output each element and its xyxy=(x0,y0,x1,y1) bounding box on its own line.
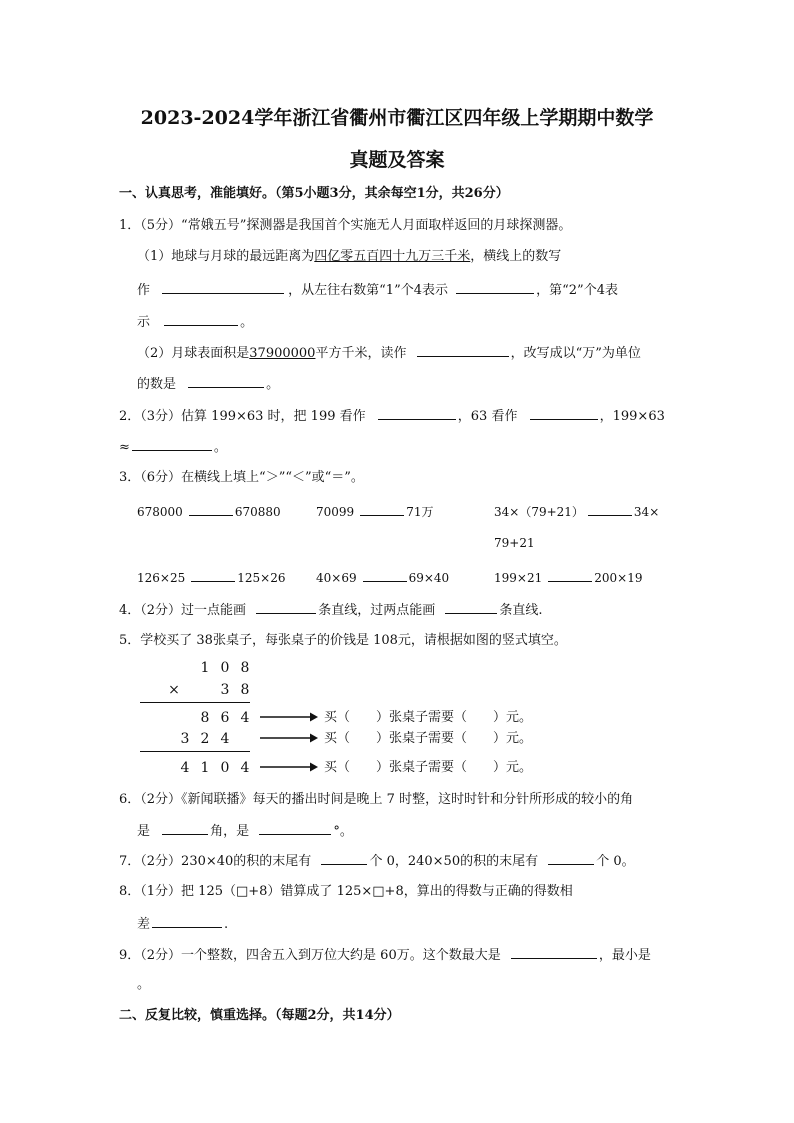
answer-blank[interactable] xyxy=(162,281,284,294)
answer-blank[interactable] xyxy=(189,503,233,516)
digit: 4 xyxy=(240,760,250,776)
answer-blank[interactable] xyxy=(548,852,594,865)
compare-item: 40×69 69×40 xyxy=(316,571,450,585)
question-6-line2: 是 角，是 °。 xyxy=(137,824,353,839)
digit: 6 xyxy=(220,710,230,726)
answer-blank[interactable] xyxy=(162,822,208,835)
page-title: 2023-2024学年浙江省衢州市衢江区四年级上学期期中数学 xyxy=(140,107,654,129)
answer-blank[interactable] xyxy=(363,569,407,582)
digit: 8 xyxy=(240,660,250,676)
digit: 8 xyxy=(240,682,250,698)
digit: 8 xyxy=(200,710,210,726)
divider-line xyxy=(140,751,250,752)
compare-item: 70099 71万 xyxy=(316,505,434,519)
question-1-part1-line3: 示 。 xyxy=(137,315,254,330)
compare-item: 126×25 125×26 xyxy=(137,571,286,585)
times-sign: × xyxy=(168,682,180,698)
digit: 3 xyxy=(180,731,190,747)
question-1-part1: （1）地球与月球的最远距离为四亿零五百四十九万三千米，横线上的数写 xyxy=(137,249,562,264)
divider-line xyxy=(140,702,250,703)
answer-blank[interactable] xyxy=(259,822,331,835)
page-title-line2: 真题及答案 xyxy=(349,149,445,171)
compare-item-continued: 79+21 xyxy=(494,536,535,550)
answer-blank[interactable] xyxy=(188,375,264,388)
digit: 4 xyxy=(180,760,190,776)
section-heading-2: 二、反复比较，慎重选择。（每题2分，共14分） xyxy=(119,1008,400,1023)
buy-statement: 买（ ）张桌子需要（ ）元。 xyxy=(324,710,533,725)
arrow-right-icon xyxy=(260,711,320,723)
answer-blank[interactable] xyxy=(417,344,509,357)
answer-blank[interactable] xyxy=(321,852,367,865)
compare-item: 199×21 200×19 xyxy=(494,571,643,585)
question-9-line2: 。 xyxy=(137,977,151,992)
question-4: 4．（2分）过一点能画 条直线，过两点能画 条直线. xyxy=(119,603,543,618)
answer-blank[interactable] xyxy=(164,313,238,326)
digit: 3 xyxy=(220,682,230,698)
digit: 1 xyxy=(200,760,210,776)
question-1-part2: （2）月球表面积是37900000平方千米，读作 ，改写成以“万”为单位 xyxy=(137,346,641,361)
arrow-right-icon xyxy=(260,761,320,773)
buy-statement: 买（ ）张桌子需要（ ）元。 xyxy=(324,731,533,746)
question-1-stem: 1．（5分）“常娥五号”探测器是我国首个实施无人月面取样返回的月球探测器。 xyxy=(119,218,572,233)
question-8: 8．（1分）把 125（□+8）错算成了 125×□+8，算出的得数与正确的得数相 xyxy=(119,884,573,899)
answer-blank[interactable] xyxy=(378,407,456,420)
question-8-line2: 差 . xyxy=(137,917,229,932)
answer-blank[interactable] xyxy=(191,569,235,582)
answer-blank[interactable] xyxy=(548,569,592,582)
answer-blank[interactable] xyxy=(445,601,497,614)
question-5-stem: 5．学校买了 38张桌子，每张桌子的价钱是 108元，请根据如图的竖式填空。 xyxy=(119,633,567,648)
answer-blank[interactable] xyxy=(152,915,222,928)
digit: 4 xyxy=(240,710,250,726)
question-1-part1-line2: 作 ，从左往右数第“1”个4表示 ，第“2”个4表 xyxy=(137,283,618,298)
answer-blank[interactable] xyxy=(456,281,534,294)
digit: 1 xyxy=(200,660,210,676)
answer-blank[interactable] xyxy=(511,946,597,959)
question-7: 7．（2分）230×40的积的末尾有 个 0，240×50的积的末尾有 个 0。 xyxy=(119,854,635,869)
answer-blank[interactable] xyxy=(588,503,632,516)
underlined-number: 四亿零五百四十九万三千米 xyxy=(314,249,471,264)
answer-blank[interactable] xyxy=(132,438,212,451)
question-2-line2: ≈ 。 xyxy=(119,440,227,455)
underlined-number: 37900000 xyxy=(249,346,316,361)
question-3-stem: 3．（6分）在横线上填上“＞”“＜”或“＝”。 xyxy=(119,470,364,485)
digit: 2 xyxy=(200,731,210,747)
answer-blank[interactable] xyxy=(256,601,316,614)
compare-item: 678000 670880 xyxy=(137,505,281,519)
compare-item: 34×（79+21） 34× xyxy=(494,505,660,519)
question-2: 2．（3分）估算 199×63 时，把 199 看作 ，63 看作 ，199×63 xyxy=(119,409,665,424)
answer-blank[interactable] xyxy=(530,407,598,420)
digit: 4 xyxy=(220,731,230,747)
question-1-part2-line2: 的数是 。 xyxy=(137,377,280,392)
question-6: 6．（2分）《新闻联播》每天的播出时间是晚上 7 时整，这时时针和分针所形成的较小的角 xyxy=(119,792,634,807)
buy-statement: 买（ ）张桌子需要（ ）元。 xyxy=(324,760,533,775)
question-9: 9．（2分）一个整数，四舍五入到万位大约是 60万。这个数最大是 ，最小是 xyxy=(119,948,651,963)
digit: 0 xyxy=(220,760,230,776)
answer-blank[interactable] xyxy=(360,503,404,516)
section-heading-1: 一、认真思考，准能填好。（第5小题3分，其余每空1分，共26分） xyxy=(119,186,509,201)
arrow-right-icon xyxy=(260,732,320,744)
digit: 0 xyxy=(220,660,230,676)
